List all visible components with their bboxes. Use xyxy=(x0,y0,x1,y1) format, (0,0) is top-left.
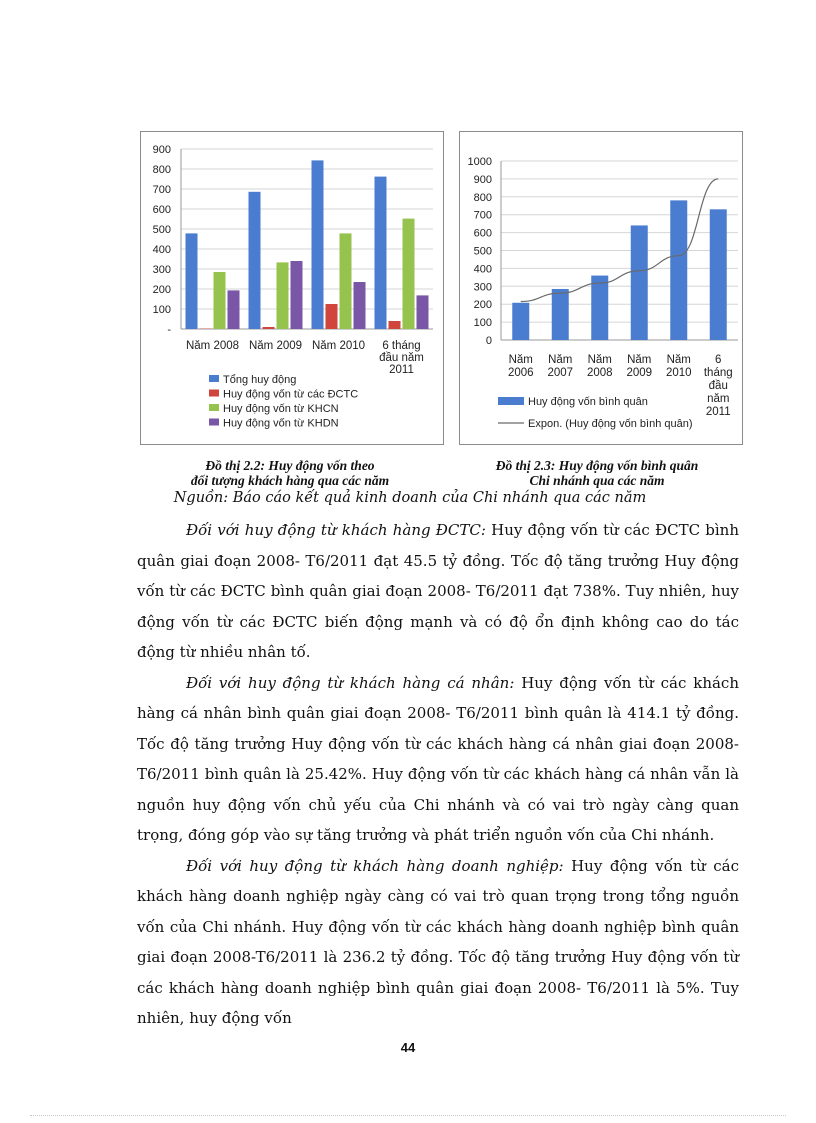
category-label: 6 xyxy=(715,354,722,366)
bar-2-4 xyxy=(389,321,401,329)
paragraph-lead: Đối với huy động từ khách hàng ĐCTC: xyxy=(186,521,486,539)
category-label: 2009 xyxy=(626,367,653,379)
category-label: 2007 xyxy=(547,367,574,379)
category-label: Năm 2009 xyxy=(248,340,303,352)
chart-average-deposit xyxy=(459,131,743,445)
chart-1-caption-line-1: Đồ thị 2.2: Huy động vốn theo xyxy=(205,458,375,473)
bar-1 xyxy=(512,303,529,340)
bar-3-1 xyxy=(214,272,226,329)
bar-3-2 xyxy=(277,262,289,329)
bottom-divider xyxy=(30,1115,786,1116)
paragraph-lead: Đối với huy động từ khách hàng doanh nghiệp: xyxy=(186,856,564,875)
paragraph-text: Huy động vốn từ các ĐCTC bình quân giai đoạn 2008- T6/2011 đạt 45.5 tỷ đồng. Tốc độ tăng trưởng Huy động vốn từ các ĐCTC bình quân giai đoạn 2008- T6/2011 đạt 738%. Tuy nhiên, huy động vốn từ các ĐCTC biến động mạnh và có độ ổn định không cao do tác động từ nhiều nhân tố. xyxy=(137,521,739,661)
category-label: Năm 2010 xyxy=(311,340,366,352)
category-label: 2011 xyxy=(705,406,731,418)
page-number: 44 xyxy=(400,1040,416,1055)
y-tick-label: 800 xyxy=(152,164,171,176)
bar-4-1 xyxy=(228,290,240,329)
source-note: Nguồn: Báo cáo kết quả kinh doanh của Chi nhánh qua các năm xyxy=(173,490,647,506)
paragraph-interbank xyxy=(137,515,739,668)
y-tick-label: 400 xyxy=(473,263,492,276)
category-label: Năm xyxy=(587,354,612,366)
y-tick-label: 1000 xyxy=(467,156,492,168)
category-label: Năm xyxy=(627,354,652,366)
y-tick-label: 700 xyxy=(152,184,171,196)
legend-swatch xyxy=(498,397,524,405)
bar-2-3 xyxy=(326,304,338,329)
chart-1-caption xyxy=(150,458,430,488)
paragraph-individual xyxy=(137,668,739,851)
y-tick-label: 900 xyxy=(152,144,171,156)
y-tick-label: 500 xyxy=(473,245,492,258)
y-tick-label: 200 xyxy=(473,299,492,312)
category-label: 2008 xyxy=(586,367,613,379)
bar-5 xyxy=(670,200,687,340)
category-label: 2010 xyxy=(665,367,692,379)
y-tick-label: 700 xyxy=(473,209,492,222)
paragraph-text: Huy động vốn từ các khách hàng doanh nghiệp ngày càng có vai trò quan trọng trong tổng nguồn vốn của Chi nhánh. Huy động vốn từ các khách hàng doanh nghiệp bình quân giai đoạn 2008-T6/2011 là 236.2 tỷ đồng. Tốc độ tăng trưởng Huy động vốn từ các khách hàng doanh nghiệp bình quân giai đoạn 2008- T6/2011 là 5%. Tuy nhiên, huy động vốn xyxy=(137,856,739,1027)
bar-1-3 xyxy=(312,160,324,329)
y-tick-label: 900 xyxy=(473,173,492,186)
legend-swatch xyxy=(209,419,219,426)
chart-1-svg xyxy=(141,132,443,444)
bar-1-2 xyxy=(249,192,261,329)
chart-2-svg xyxy=(460,132,742,444)
legend-swatch xyxy=(209,390,219,397)
legend-label: Tổng huy động xyxy=(223,374,297,386)
chart-2-caption-line-2: Chi nhánh qua các năm xyxy=(529,473,665,488)
y-tick-label: 300 xyxy=(152,264,171,276)
paragraph-text: Huy động vốn từ các khách hàng cá nhân bình quân giai đoạn 2008- T6/2011 bình quân là 414.1 tỷ đồng. Tốc độ tăng trưởng Huy động vốn từ các khách hàng cá nhân giai đoạn 2008-T6/2011 bình quân là 25.42%. Huy động vốn từ các khách hàng cá nhân vẫn là nguồn huy động vốn chủ yếu của Chi nhánh và có vai trò ngày càng quan trọng, đóng góp vào sự tăng trưởng và phát triển nguồn vốn của Chi nhánh. xyxy=(137,673,739,844)
legend-label: Huy động vốn từ các ĐCTC xyxy=(223,388,359,401)
chart-2-caption-line-1: Đồ thị 2.3: Huy động vốn bình quân xyxy=(495,458,699,473)
bar-6 xyxy=(710,209,727,340)
bar-4 xyxy=(631,225,648,340)
bar-3-3 xyxy=(340,233,352,329)
bar-4-2 xyxy=(291,261,303,329)
y-tick-label: 200 xyxy=(152,284,171,296)
legend-label: Expon. (Huy động vốn bình quân) xyxy=(528,418,693,430)
chart-1-caption-line-2: đối tượng khách hàng qua các năm xyxy=(190,473,390,488)
y-tick-label: 300 xyxy=(473,281,492,294)
paragraph-enterprise xyxy=(137,851,739,1034)
category-label: năm xyxy=(707,393,730,405)
category-label: đầu năm xyxy=(379,352,424,364)
category-label: đầu xyxy=(708,380,728,392)
bar-3 xyxy=(591,276,608,340)
y-tick-label: 100 xyxy=(473,317,492,330)
y-tick-label: 0 xyxy=(485,335,492,347)
bar-2-2 xyxy=(263,327,275,329)
category-label: 2011 xyxy=(389,364,414,376)
category-label: Năm 2008 xyxy=(185,340,240,352)
chart-deposit-by-customer xyxy=(140,131,444,445)
legend-label: Huy động vốn bình quân xyxy=(528,396,648,408)
body-text xyxy=(137,515,739,1034)
category-label: 2006 xyxy=(507,367,534,379)
y-tick-label: 500 xyxy=(152,224,171,236)
y-tick-label: 600 xyxy=(152,204,171,216)
y-tick-label: - xyxy=(167,324,171,336)
legend-label: Huy động vốn từ KHDN xyxy=(223,417,339,430)
bar-1-1 xyxy=(186,233,198,329)
bar-4-3 xyxy=(354,282,366,329)
y-tick-label: 800 xyxy=(473,191,492,204)
category-label: tháng xyxy=(703,367,733,379)
y-tick-label: 400 xyxy=(152,244,171,256)
legend-swatch xyxy=(209,375,219,382)
paragraph-lead: Đối với huy động từ khách hàng cá nhân: xyxy=(186,673,515,692)
bar-4-4 xyxy=(417,295,429,329)
legend-swatch xyxy=(209,404,219,411)
legend-label: Huy động vốn từ KHCN xyxy=(223,403,339,415)
category-label: 6 tháng xyxy=(382,340,421,352)
bar-1-4 xyxy=(375,177,387,329)
category-label: Năm xyxy=(508,354,533,366)
chart-2-caption xyxy=(462,458,732,488)
category-label: Năm xyxy=(548,354,573,366)
bar-2 xyxy=(552,289,569,340)
category-label: Năm xyxy=(666,354,691,366)
bar-3-4 xyxy=(403,219,415,329)
y-tick-label: 600 xyxy=(473,227,492,240)
y-tick-label: 100 xyxy=(152,304,171,316)
